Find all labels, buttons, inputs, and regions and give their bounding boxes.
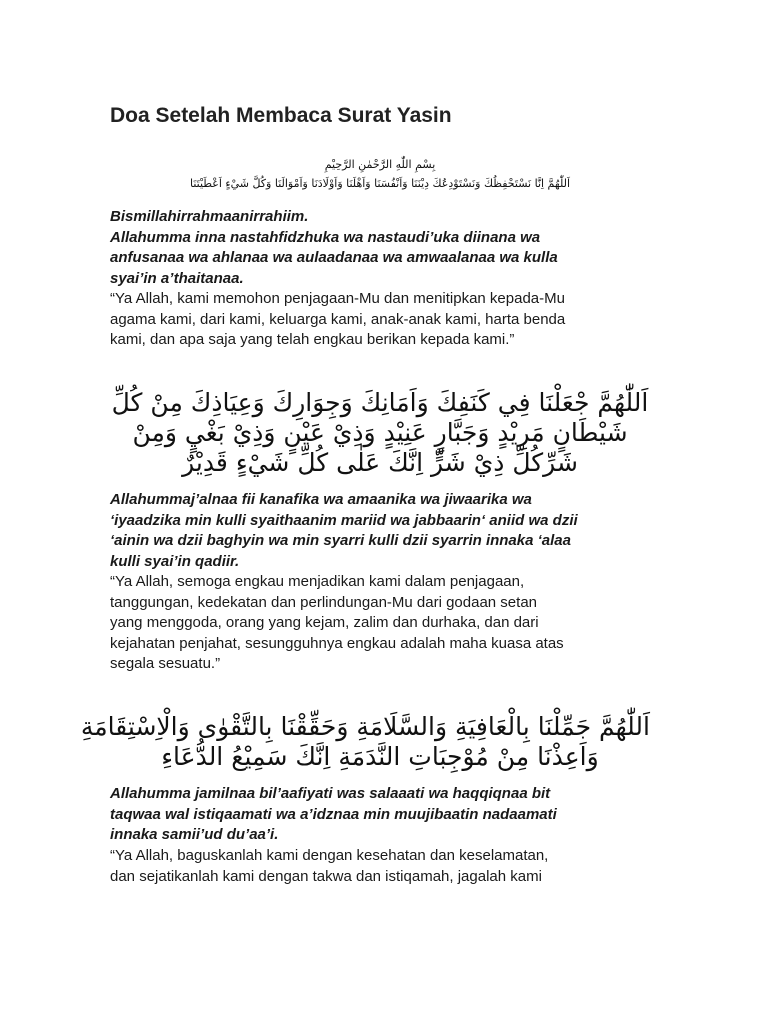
arabic-line: شَيْطَانٍ مَرِيْدٍ وَجَبَّارٍ عَنِيْدٍ وَذِيْ عَيْنٍ وَذِيْ بَغْيٍ وَمِنْ	[132, 418, 628, 447]
latin-line: ‘iyaadzika min kulli syaithaanim mariid wa jabbaarin‘ aniid wa dzii	[110, 511, 578, 529]
translation-line: tanggungan, kedekatan dan perlindungan-Mu dari godaan setan	[110, 593, 538, 611]
translation-line: agama kami, dari kami, keluarga kami, anak-anak kami, harta benda	[110, 310, 566, 328]
translation-line: yang menggoda, orang yang kejam, zalim dan durhaka, dan dari	[110, 614, 539, 631]
latin-line: ‘ainin wa dzii baghyin wa min syarri kulli dzii syarrin innaka ‘alaa	[110, 532, 571, 549]
doa2-arabic	[110, 388, 650, 478]
latin-line: Allahummaj’alnaa fii kanafika wa amaanika wa jiwaarika wa	[110, 491, 532, 508]
translation-line: kejahatan penjahat, sesungguhnya engkau adalah maha kuasa atas	[110, 634, 564, 652]
latin-line: syai’in a’thaitanaa.	[110, 269, 244, 287]
translation-line: “Ya Allah, kami memohon penjagaan-Mu dan menitipkan kepada-Mu	[110, 290, 565, 307]
doa1-latin	[110, 207, 655, 289]
doa2-translation	[110, 572, 655, 675]
latin-line: Allahumma jamilnaa bil’aafiyati was salaaati wa haqqiqnaa bit	[110, 785, 551, 802]
doa1-arabic: اَللّٰهُمَّ اِنَّا نَسْتَحْفِظُكَ وَنَسْتَوْدِعُكَ دِيْنَنَا وَاَنْفُسَنَا وَاَهْلَنَا وَاَوْلَادَنَا وَاَمْوَالَنَا وَكُلَّ شَيْءٍ اَعْطَيْتَنَا	[189, 177, 571, 190]
latin-line: taqwaa wal istiqaamati wa a’idznaa min muujibaatin nadaamati	[110, 805, 557, 823]
doa1-translation	[110, 289, 655, 351]
latin-line: innaka samii’ud du’aa’i.	[110, 826, 279, 843]
basmalah-arabic: بِسْمِ اللّٰهِ الرَّحْمٰنِ الرَّحِيْمِ	[324, 158, 436, 171]
page-title: Doa Setelah Membaca Surat Yasin	[110, 104, 452, 127]
latin-line: anfusanaa wa ahlanaa wa aulaadanaa wa amwaalanaa wa kulla	[110, 249, 558, 266]
arabic-line: شَرِّكُلِّ ذِيْ شَرٍّ اِنَّكَ عَلٰى كُلِّ شَيْءٍ قَدِيْرٌ	[182, 448, 578, 477]
translation-line: segala sesuatu.”	[110, 655, 221, 672]
doa2-latin	[110, 490, 655, 572]
doa3-arabic	[80, 712, 650, 772]
arabic-line: اَللّٰهُمَّ جْعَلْنَا فِي كَنَفِكَ وَاَمَانِكَ وَجِوَارِكَ وَعِيَاذِكَ مِنْ كُلِّ	[111, 388, 649, 417]
latin-line: Allahumma inna nastahfidzhuka wa nastaudi’uka diinana wa	[110, 228, 541, 246]
arabic-line: وَاَعِذْنَا مِنْ مُوْجِبَاتِ النَّدَمَةِ اِنَّكَ سَمِيْعُ الدُّعَاءِ	[161, 742, 599, 771]
translation-line: “Ya Allah, semoga engkau menjadikan kami dalam penjagaan,	[110, 573, 525, 590]
doa3-latin	[110, 784, 655, 846]
doa3-translation	[110, 846, 655, 887]
translation-line: kami, dan apa saja yang telah engkau berikan kepada kami.”	[110, 331, 515, 348]
latin-line: kulli syai’in qadiir.	[110, 552, 240, 570]
latin-line: Bismillahirrahmaanirrahiim.	[110, 208, 309, 225]
translation-line: dan sejatikanlah kami dengan takwa dan istiqamah, jagalah kami	[110, 867, 542, 885]
translation-line: “Ya Allah, baguskanlah kami dengan kesehatan dan keselamatan,	[110, 847, 549, 864]
arabic-line: اَللّٰهُمَّ جَمِّلْنَا بِالْعَافِيَةِ وَالسَّلَامَةِ وَحَقِّقْنَا بِالتَّقْوٰى وَالْاِسْتِقَامَةِ	[80, 712, 650, 741]
